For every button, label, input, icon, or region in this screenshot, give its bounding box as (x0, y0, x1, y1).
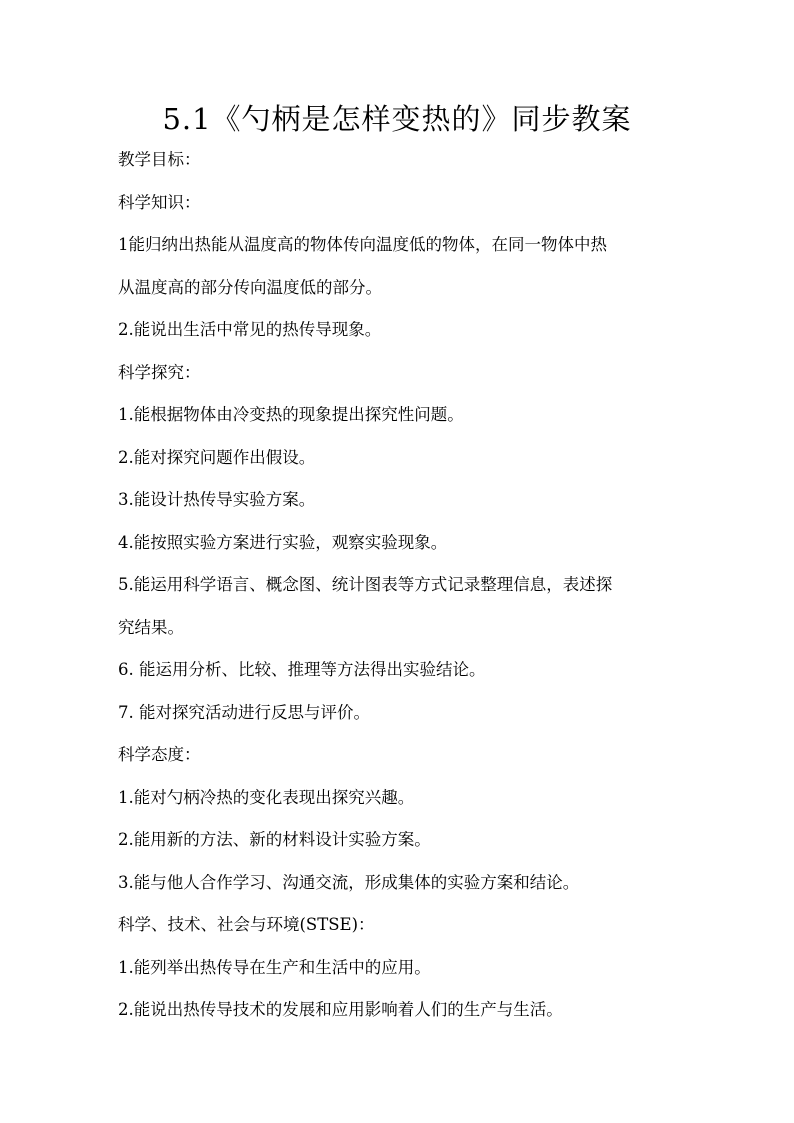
text-line: 科学、技术、社会与环境(STSE)： (118, 915, 375, 934)
text-line: 7. 能对探究活动进行反思与评价。 (118, 702, 370, 722)
text-line: 3.能与他人合作学习、沟通交流，形成集体的实验方案和结论。 (118, 872, 580, 892)
text-line: 从温度高的部分传向温度低的部分。 (118, 277, 382, 297)
text-line: 1.能根据物体由冷变热的现象提出探究性问题。 (118, 405, 464, 424)
text-line: 1.能列举出热传导在生产和生活中的应用。 (118, 957, 431, 977)
text-line: 4.能按照实验方案进行实验，观察实验现象。 (118, 532, 448, 552)
text-line: 科学知识： (118, 192, 201, 212)
text-line: 2.能对探究问题作出假设。 (118, 447, 316, 467)
document-title: 5.1《勺柄是怎样变热的》同步教案 (162, 102, 632, 136)
text-line: 6. 能运用分析、比较、推理等方法得出实验结论。 (118, 660, 486, 679)
text-line: 5.能运用科学语言、概念图、统计图表等方式记录整理信息，表述探 (118, 575, 613, 594)
text-line: 2.能说出热传导技术的发展和应用影响着人们的生产与生活。 (118, 1000, 563, 1019)
text-line: 科学态度： (118, 745, 201, 764)
text-line: 1能归纳出热能从温度高的物体传向温度低的物体，在同一物体中热 (118, 235, 607, 254)
text-line: 教学目标： (118, 150, 201, 169)
text-line: 2.能说出生活中常见的热传导现象。 (118, 320, 382, 339)
text-line: 2.能用新的方法、新的材料设计实验方案。 (118, 830, 431, 849)
document-body (118, 139, 684, 1032)
text-line: 科学探究： (118, 362, 201, 382)
text-line: 究结果。 (118, 617, 184, 637)
text-line: 3.能设计热传导实验方案。 (118, 490, 316, 509)
text-line: 1.能对勺柄冷热的变化表现出探究兴趣。 (118, 787, 415, 807)
